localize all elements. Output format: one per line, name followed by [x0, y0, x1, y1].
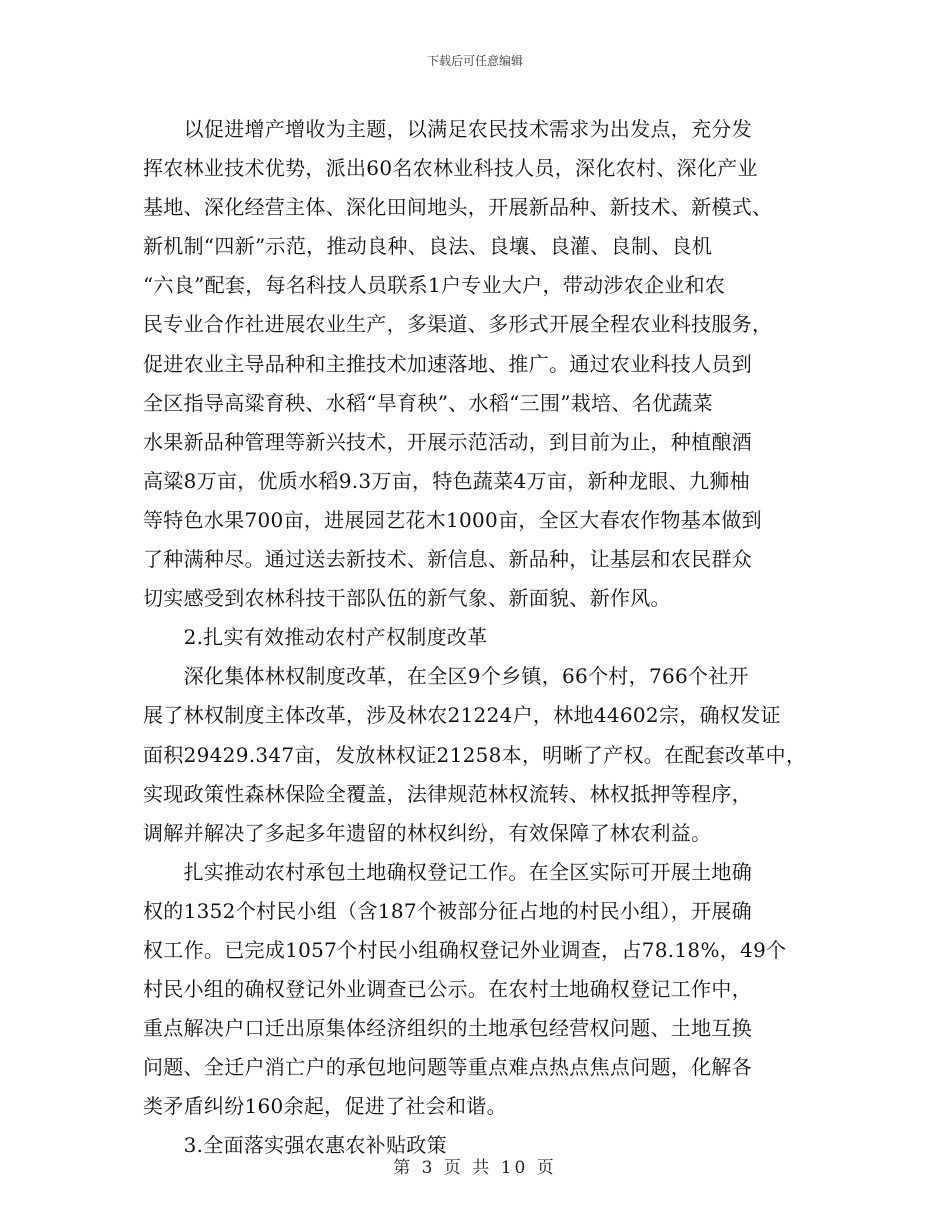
body-line: 问题、全迁户消亡户的承包地问题等重点难点热点焦点问题，化解各 — [143, 1055, 752, 1080]
body-line: 调解并解决了多起多年遗留的林权纠纷，有效保障了林农利益。 — [143, 820, 712, 845]
body-line: 面积29429.347亩，发放林权证21258本，明晰了产权。在配套改革中， — [143, 742, 807, 767]
page-header: 下载后可任意编辑 — [426, 54, 523, 68]
section-heading: 3.全面落实强农惠农补贴政策 — [143, 1133, 447, 1158]
body-line: 新机制“四新”示范，推动良种、良法、良壤、良灌、良制、良机 — [143, 234, 713, 259]
body-line: 挥农林业技术优势，派出60名农林业科技人员，深化农村、深化产业 — [143, 156, 758, 181]
body-line: 深化集体林权制度改革，在全区9个乡镇，66个村，766个社开 — [143, 664, 749, 689]
body-line: 切实感受到农林科技干部队伍的新气象、新面貌、新作风。 — [143, 586, 671, 611]
body-line: 展了林权制度主体改革，涉及林农21224户，林地44602宗，确权发证 — [143, 703, 781, 728]
body-line: 实现政策性森林保险全覆盖，法律规范林权流转、林权抵押等程序， — [143, 781, 752, 806]
section-heading: 2.扎实有效推动农村产权制度改革 — [143, 625, 488, 650]
body-line: 权工作。已完成1057个村民小组确权登记外业调查，占78.18%，49个 — [143, 937, 787, 962]
body-line: 重点解决户口迁出原集体经济组织的土地承包经营权问题、土地互换 — [143, 1016, 752, 1041]
body-line: 促进农业主导品种和主推技术加速落地、推广。通过农业科技人员到 — [143, 351, 752, 376]
body-line: 扎实推动农村承包土地确权登记工作。在全区实际可开展土地确 — [143, 859, 752, 884]
page-number: 第 3 页 共 10 页 — [393, 1158, 557, 1178]
body-line: 以促进增产增收为主题，以满足农民技术需求为出发点，充分发 — [143, 117, 752, 141]
body-line: “六良”配套，每名科技人员联系1户专业大户，带动涉农企业和农 — [143, 273, 726, 298]
body-line: 了种满种尽。通过送去新技术、新信息、新品种，让基层和农民群众 — [143, 547, 752, 572]
body-line: 民专业合作社进展农业生产，多渠道、多形式开展全程农业科技服务， — [143, 312, 773, 337]
body-line: 等特色水果700亩，进展园艺花木1000亩，全区大春农作物基本做到 — [143, 507, 762, 532]
body-line: 类矛盾纠纷160余起，促进了社会和谐。 — [143, 1094, 507, 1119]
body-line: 基地、深化经营主体、深化田间地头，开展新品种、新技术、新模式、 — [143, 195, 773, 220]
body-line: 村民小组的确权登记外业调查已公示。在农村土地确权登记工作中， — [143, 977, 752, 1002]
body-line: 高粱8万亩，优质水稻9.3万亩，特色蔬菜4万亩，新种龙眼、九狮柚 — [143, 468, 750, 493]
body-line: 全区指导高粱育秧、水稻“旱育秧”、水稻“三围”栽培、名优蔬菜 — [143, 390, 713, 415]
document-body — [143, 110, 823, 1166]
body-line: 权的1352个村民小组（含187个被部分征占地的村民小组），开展确 — [143, 898, 752, 923]
body-line: 水果新品种管理等新兴技术，开展示范活动，到目前为止，种植酿酒 — [143, 429, 752, 454]
